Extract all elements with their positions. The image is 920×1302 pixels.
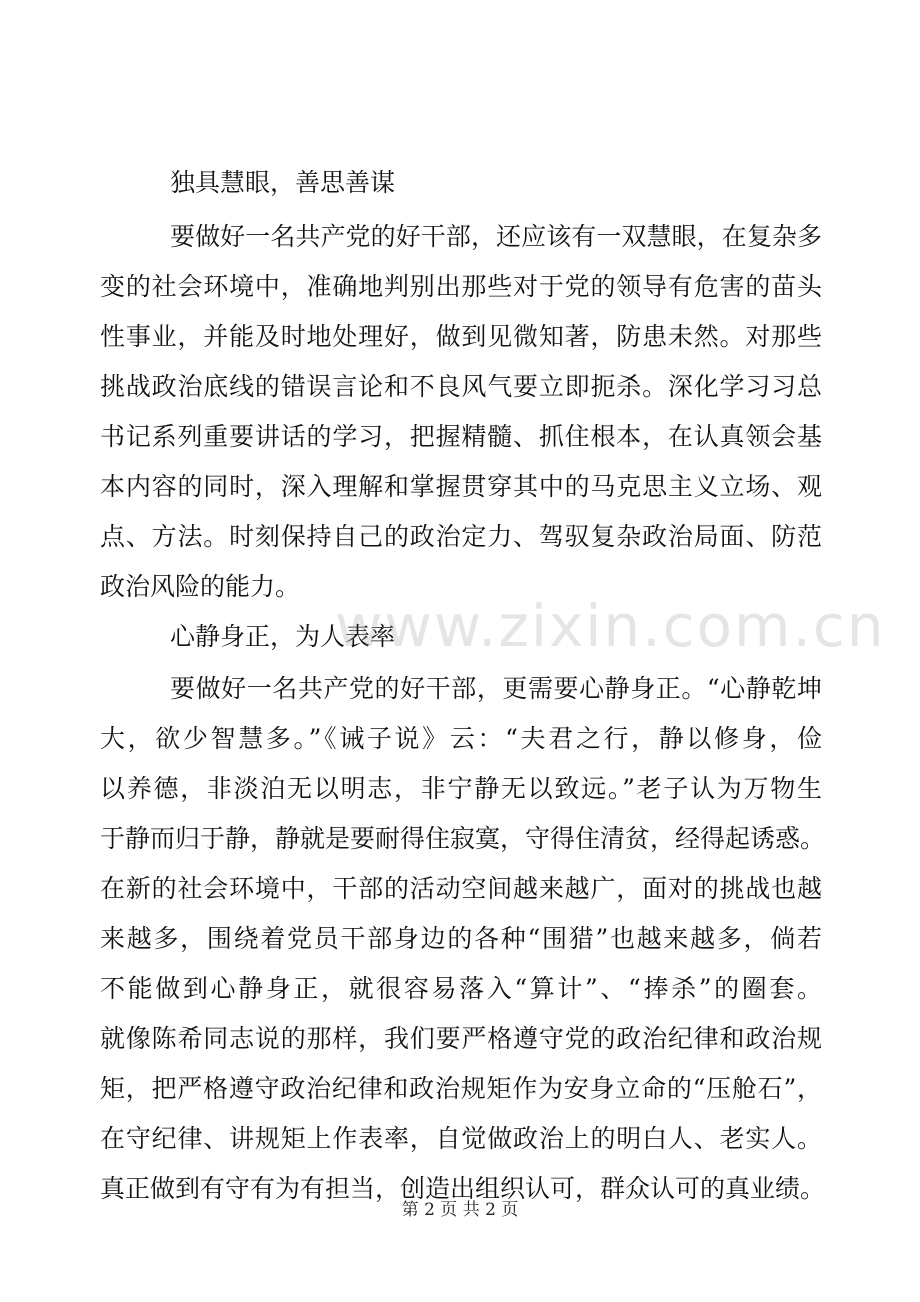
page-number-footer: 第 2 页 共 2 页 bbox=[401, 1200, 519, 1220]
paragraph-line: 于静而归于静，静就是要耐得住寂寞，守得住清贫，经得起诱惑。 bbox=[100, 824, 826, 853]
paragraph-line: 真正做到有守有为有担当，创造出组织认可，群众认可的真业绩。 bbox=[100, 1174, 826, 1203]
paragraph-line: 要做好一名共产党的好干部，还应该有一双慧眼，在复杂多 bbox=[170, 222, 822, 251]
paragraph-line: 政治风险的能力。 bbox=[100, 572, 301, 601]
paragraph-line: 大，欲少智慧多。”《诫子说》云：“夫君之行，静以修身，俭 bbox=[100, 724, 822, 753]
paragraph-line: 点、方法。时刻保持自己的政治定力、驾驭复杂政治局面、防范 bbox=[100, 522, 822, 551]
paragraph-line: 挑战政治底线的错误言论和不良风气要立即扼杀。深化学习习总 bbox=[100, 372, 822, 401]
paragraph-line: 要做好一名共产党的好干部，更需要心静身正。“心静乾坤 bbox=[170, 674, 822, 703]
paragraph-line: 来越多，围绕着党员干部身边的各种“围猎”也越来越多，倘若 bbox=[100, 924, 822, 953]
paragraph-line: 就像陈希同志说的那样，我们要严格遵守党的政治纪律和政治规 bbox=[100, 1024, 822, 1053]
paragraph-line: 在守纪律、讲规矩上作表率，自觉做政治上的明白人、老实人。 bbox=[100, 1124, 822, 1153]
paragraph-line: 矩，把严格遵守政治纪律和政治规矩作为安身立命的“压舱石”， bbox=[100, 1074, 822, 1103]
section-heading: 独具慧眼，善思善谋 bbox=[170, 168, 396, 197]
paragraph-line: 不能做到心静身正，就很容易落入“算计”、“捧杀”的圈套。 bbox=[100, 974, 822, 1003]
paragraph-line: 本内容的同时，深入理解和掌握贯穿其中的马克思主义立场、观 bbox=[100, 472, 822, 501]
section-heading: 心静身正，为人表率 bbox=[170, 622, 396, 651]
paragraph-line: 以养德，非淡泊无以明志，非宁静无以致远。”老子认为万物生 bbox=[100, 774, 822, 803]
paragraph-line: 书记系列重要讲话的学习，把握精髓、抓住根本，在认真领会基 bbox=[100, 422, 822, 451]
paragraph-line: 性事业，并能及时地处理好，做到见微知著，防患未然。对那些 bbox=[100, 322, 822, 351]
paragraph-line: 变的社会环境中，准确地判别出那些对于党的领导有危害的苗头 bbox=[100, 272, 822, 301]
paragraph-line: 在新的社会环境中，干部的活动空间越来越广，面对的挑战也越 bbox=[100, 874, 822, 903]
watermark: www.zixin.com.cn bbox=[335, 592, 886, 660]
